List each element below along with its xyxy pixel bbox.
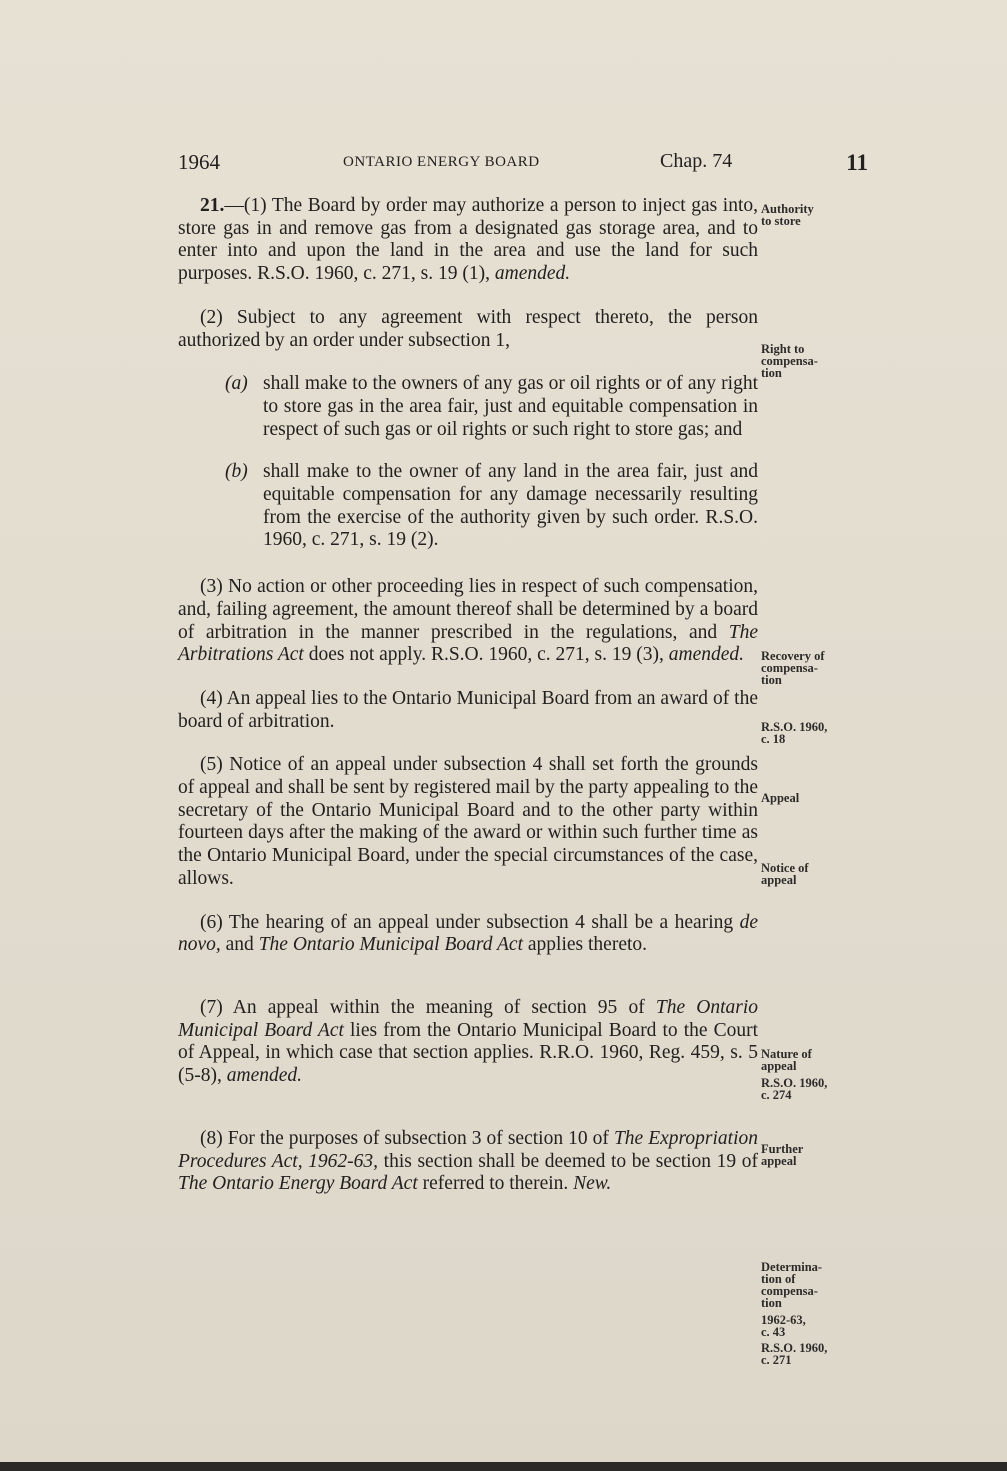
section-number: 21. xyxy=(200,195,225,216)
clause-b-text: shall make to the owner of any land in the area fair, just and equitable compensation for any damage necessarily resulting from the exercise of the authority given by such order. R.S.O. 1960, c. 271, s. 19 (2). xyxy=(263,461,758,551)
scan-edge xyxy=(0,1462,1007,1471)
subsection-5: (5) Notice of an appeal under subsection 4 shall set forth the grounds of appeal and shall be sent by registered mail by the party appealing to the secretary of the Ontario Municipal Board and to the other party within fourteen days after the making of the award or within such further time as the Ontario Municipal Board, under the special circumstances of the case, allows. xyxy=(178,754,758,889)
subsection-7: (7) An appeal within the meaning of section 95 of The Ontario Municipal Board Act lies from the Ontario Municipal Board to the Court of Appeal, in which case that section applies. R.R.O. 1960, Reg. 459, s. 5 (5-8), amended. xyxy=(178,996,759,1087)
clause-a xyxy=(225,373,758,441)
header-page-number: 11 xyxy=(846,150,868,175)
subsection-1-amended: amended. xyxy=(494,263,571,285)
margin-note-rso-c18: R.S.O. 1960, c. 18 xyxy=(761,720,828,746)
clause-b xyxy=(225,461,758,552)
subsection-1 xyxy=(178,195,758,286)
subsection-6: (6) The hearing of an appeal under subsection 4 shall be a hearing de novo, and The Ontario Municipal Board Act applies thereto. xyxy=(178,911,758,956)
act-reference: The Arbitrations Act xyxy=(178,621,758,666)
margin-note-rso-c274: R.S.O. 1960, c. 274 xyxy=(761,1076,828,1102)
margin-note-nature-of-appeal: Nature of appeal xyxy=(761,1047,812,1073)
margin-note-determination: Determina- tion of compensa- tion xyxy=(761,1260,823,1310)
clause-a-label: (a) xyxy=(225,373,248,395)
margin-note-right-to-compensation: Right to compensa- tion xyxy=(761,342,818,380)
margin-note-1962-63: 1962-63, c. 43 xyxy=(761,1313,806,1339)
margin-note-authority: Authority to store xyxy=(761,202,814,228)
statute-body xyxy=(178,195,758,1217)
act-reference: The Ontario Municipal Board Act xyxy=(258,934,524,956)
act-reference: The Ontario Energy Board Act xyxy=(178,1173,418,1195)
subsection-1-text: —(1) The Board by order may authorize a person to inject gas into, store gas in and remove gas from a designated gas storage area, and to enter into and upon the land in the area and use the land for such purposes. R.S.O. 1960, c. 271, s. 19 (1), xyxy=(178,195,758,285)
subsection-4: (4) An appeal lies to the Ontario Municipal Board from an award of the board of arbitration. xyxy=(178,687,758,732)
margin-note-further-appeal: Further appeal xyxy=(761,1142,804,1168)
margin-note-notice-of-appeal: Notice of appeal xyxy=(761,861,809,887)
clause-a-text: shall make to the owners of any gas or oil rights or of any right to store gas in the area fair, just and equitable compensation in respect of such gas or oil rights or such right to store gas; and xyxy=(263,373,758,440)
subsection-3: (3) No action or other proceeding lies in respect of such compensation, and, failing agreement, the amount thereof shall be determined by a board of arbitration in the manner prescribed in the regulations, and The Arbitrations Act does not apply. R.S.O. 1960, c. 271, s. 19 (3), amended. xyxy=(178,576,758,666)
margin-note-appeal: Appeal xyxy=(761,791,800,805)
clause-b-label: (b) xyxy=(225,461,248,483)
margin-note-rso-c271: R.S.O. 1960, c. 271 xyxy=(761,1341,828,1367)
header-title: ONTARIO ENERGY BOARD xyxy=(343,154,540,170)
subsection-8: (8) For the purposes of subsection 3 of section 10 of The Expropriation Procedures Act, 1962-63, this section shall be deemed to be section 19 of The Ontario Energy Board Act referred to therein. New. xyxy=(178,1127,759,1195)
subsection-2: (2) Subject to any agreement with respect thereto, the person authorized by an order under subsection 1, xyxy=(178,306,758,351)
act-reference: The Expropriation Procedures Act, 1962-63, xyxy=(178,1127,758,1172)
act-reference: The Ontario Municipal Board Act xyxy=(178,996,759,1041)
header-year: 1964 xyxy=(178,150,220,174)
header-chapter: Chap. 74 xyxy=(660,150,733,172)
margin-note-recovery: Recovery of compensa- tion xyxy=(761,649,825,687)
running-header xyxy=(178,150,868,180)
